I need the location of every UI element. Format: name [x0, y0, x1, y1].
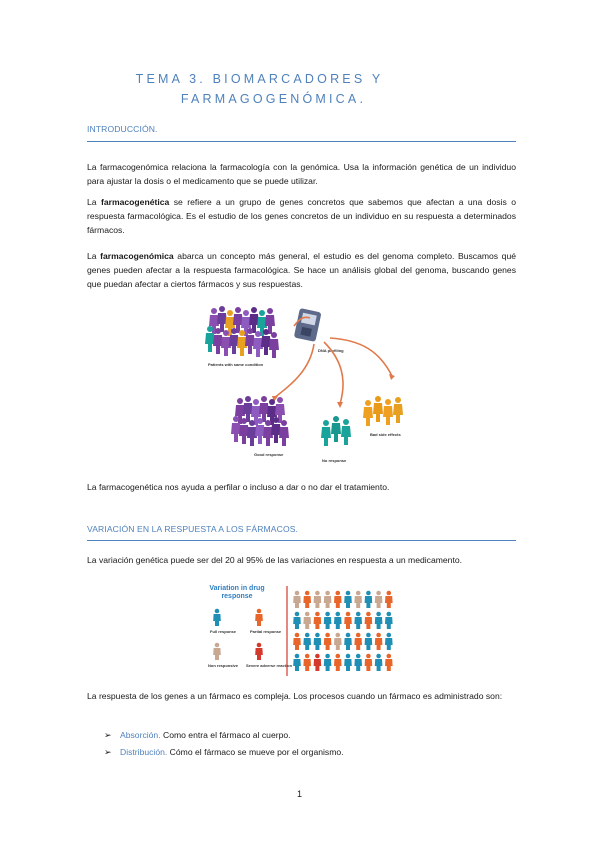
drug-response-title: Variation in drug response: [209, 585, 265, 600]
patients-group: [205, 306, 279, 358]
section-heading-variacion: VARIACIÓN EN LA RESPUESTA A LOS FÁRMACOS.: [87, 524, 299, 534]
no-response-caption: No response: [322, 458, 347, 463]
section-divider: [87, 141, 516, 142]
dna-profiling-device: [294, 308, 322, 342]
section-heading-introduccion: INTRODUCCIÓN.: [87, 124, 158, 134]
section-divider: [87, 540, 516, 541]
term-farmacogenomica: farmacogenómica: [100, 251, 174, 261]
arrow-bullet-icon: ➢: [104, 730, 112, 740]
intro-paragraph-3: La farmacogenómica abarca un concepto más general, el estudio es del genoma completo. Buscamos qué genes pueden afectar a la respuesta farmacológica. Se hace un análisis global del genoma, buscando genes que puedan afectar a ciertos fármacos y sus respuestas.: [87, 251, 517, 289]
dna-profiling-caption: DNA profiling: [318, 348, 344, 353]
drug-response-figure: [199, 580, 400, 680]
term-farmacogenetica: farmacogenética: [101, 197, 170, 207]
legend-full: Full response: [210, 629, 237, 634]
no-response-group: [321, 416, 351, 446]
legend-partial: Partial response: [250, 629, 282, 634]
variation-paragraph-1: La variación genética puede ser del 20 al 95% de las variaciones en respuesta a un medicamento.: [87, 555, 463, 565]
pharmacogenomics-illustration: [202, 300, 412, 472]
bad-side-effects-group: [363, 396, 403, 426]
page-title-line2: FARMAGOGENÓMICA.: [180, 92, 367, 106]
arrow-heads: [272, 374, 395, 408]
intro-paragraph-1: La farmacogenómica relaciona la farmacología con la genómica. Usa la información genética de un individuo para ajustar la dosis o el medicamento que se puede utilizar.: [87, 162, 516, 186]
page-title-line1: TEMA 3. BIOMARCADORES Y: [135, 72, 384, 86]
bullet-distribucion: ➢ Distribución. Cómo el fármaco se mueve por el organismo.: [104, 747, 344, 757]
page-number: 1: [296, 789, 302, 799]
intro-paragraph-4: La farmacogenética nos ayuda a perfilar o incluso a dar o no dar el tratamiento.: [87, 482, 390, 492]
legend-non: Non responsive: [208, 663, 239, 668]
legend-severe: Severe adverse reaction: [246, 663, 293, 668]
bad-side-effects-caption: Bad side effects: [370, 432, 401, 437]
variation-paragraph-2: La respuesta de los genes a un fármaco es compleja. Los procesos cuando un fármaco es administrado son:: [87, 691, 503, 701]
arrow-bullet-icon: ➢: [104, 747, 112, 757]
patients-caption: Patients with same condition: [208, 362, 264, 367]
good-response-caption: Good response: [254, 452, 284, 457]
good-response-group: [231, 396, 289, 446]
flow-arrows: [274, 317, 392, 404]
bullet-absorcion: ➢ Absorción. Como entra el fármaco al cuerpo.: [104, 730, 291, 740]
intro-paragraph-2: La farmacogenética se refiere a un grupo de genes concretos que sabemos que afectan a una dosis o respuesta farmacológica. Es el estudio de los genes concretos de un individuo en su respuesta a determinados fármacos.: [87, 197, 516, 235]
